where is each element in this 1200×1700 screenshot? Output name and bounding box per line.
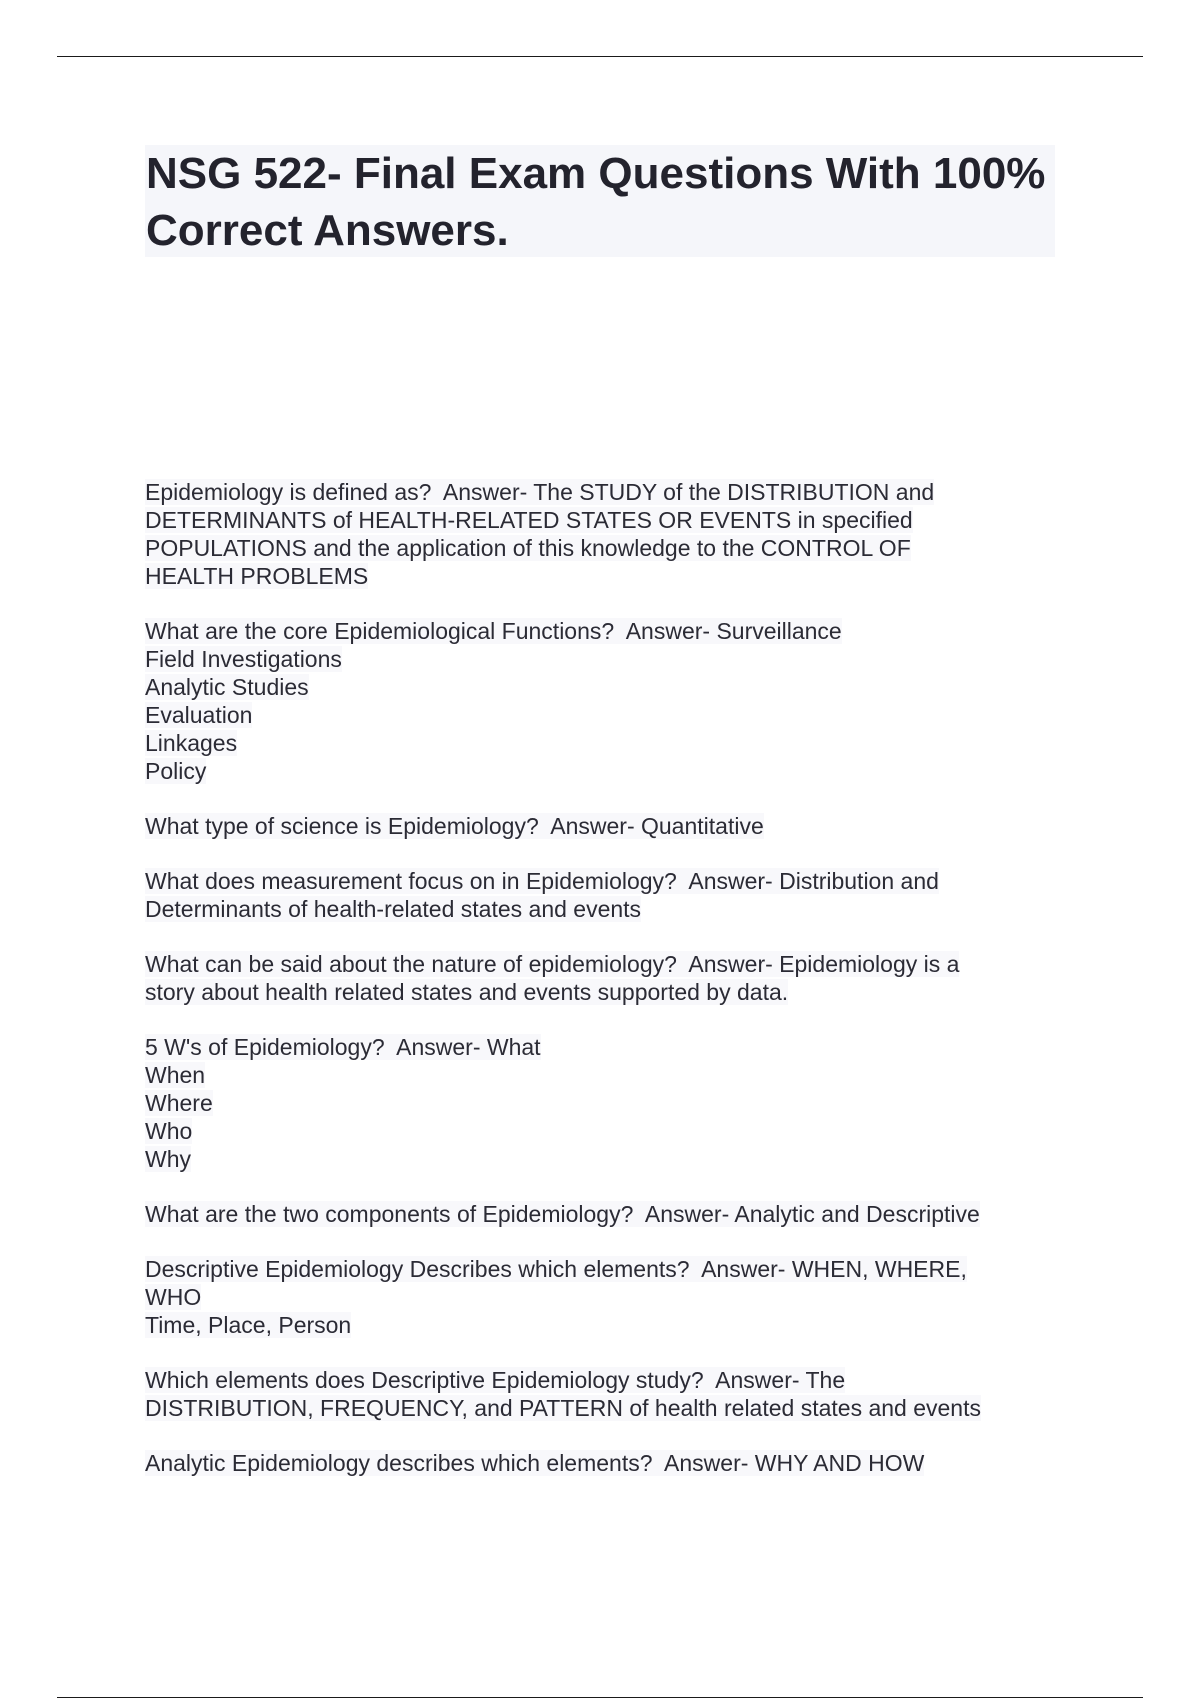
qa-text: Epidemiology is defined as? Answer- The STUDY of the DISTRIBUTION and DETERMINANTS of HEALTH-RELATED STATES OR EVENTS in specified POPULATIONS and the application of this knowledge to the CONTROL OF HEALTH PROBLEMS [145,479,935,589]
qa-text: What are the two components of Epidemiology? Answer- Analytic and Descriptive [145,1201,980,1227]
qa-item-1 [145,478,1045,590]
qa-item-6 [145,1033,1045,1173]
qa-item-8 [145,1255,1045,1339]
qa-item-5 [145,950,1045,1006]
footer-rule [57,1697,1143,1698]
qa-text: What are the core Epidemiological Functions? Answer- Surveillance Field Investigations Analytic Studies Evaluation Linkages Policy [145,618,842,784]
qa-text: What does measurement focus on in Epidemiology? Answer- Distribution and Determinants of health-related states and events [145,868,939,922]
qa-text: Which elements does Descriptive Epidemiology study? Answer- The DISTRIBUTION, FREQUENCY, and PATTERN of health related states and events [145,1367,981,1421]
qa-text: What can be said about the nature of epidemiology? Answer- Epidemiology is a story about health related states and events supported by data. [145,951,960,1005]
qa-item-4 [145,867,1045,923]
qa-item-7 [145,1200,1045,1228]
qa-list [145,478,1045,1504]
qa-item-9 [145,1366,1045,1422]
qa-text: 5 W's of Epidemiology? Answer- What When Where Who Why [145,1034,541,1172]
qa-text: Descriptive Epidemiology Describes which elements? Answer- WHEN, WHERE, WHO Time, Place, Person [145,1256,967,1338]
qa-item-3 [145,812,1045,840]
header-rule [57,56,1143,57]
qa-item-10 [145,1449,1045,1477]
qa-text: What type of science is Epidemiology? Answer- Quantitative [145,813,764,839]
qa-text: Analytic Epidemiology describes which elements? Answer- WHY AND HOW [145,1450,925,1476]
page-title: NSG 522- Final Exam Questions With 100% Correct Answers. [146,149,1046,255]
qa-item-2 [145,617,1045,785]
